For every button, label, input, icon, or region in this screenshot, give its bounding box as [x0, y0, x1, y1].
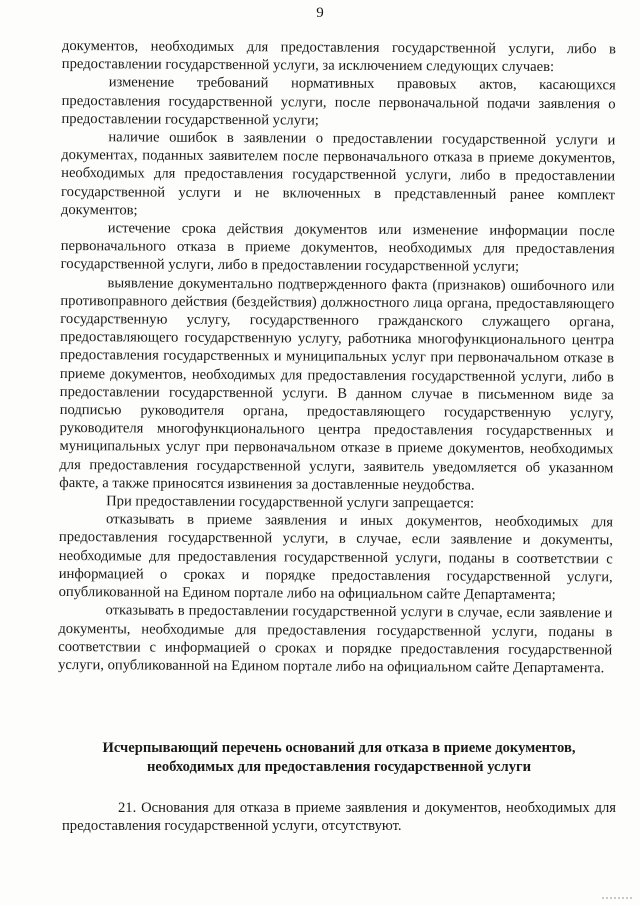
- paragraph-change-requirements: изменение требований нормативных правовых актов, касающихся предоставления государственной услуги, после первоначальной подачи заявления о предоставлении государственной услуги;: [61, 74, 616, 129]
- section-heading: Исчерпывающий перечень оснований для отказа в приеме документов, необходимых для предоставления государственной услуги: [102, 740, 576, 775]
- clause-21: 21. Основания для отказа в приеме заявления и документов, необходимых для предоставления государственной услуги, отсутствуют.: [62, 800, 616, 835]
- paragraph-errors: наличие ошибок в заявлении о предоставлении государственной услуги и документах, поданных заявителем после первоначального отказа в приеме документов, необходимых для предоставления государственной услуги, либо в предоставлении государственной услуги и не включенных в представленный ранее комплект документов;: [60, 129, 616, 219]
- paragraph-intro: документов, необходимых для предоставления государственной услуги, либо в предоставлении государственной услуги, за исключением следующих случаев:: [61, 37, 616, 76]
- body-text: [58, 37, 616, 677]
- paragraph-expiry: истечение срока действия документов или изменение информации после первоначального отказа в приеме документов, необходимых для предоставления государственной услуги, либо в предоставлении государственной услуги;: [60, 220, 615, 276]
- scan-artifact: [602, 894, 632, 899]
- paragraph-refuse-acceptance: отказывать в приеме заявления и иных документов, необходимых для предоставления государственной услуги, в случае, если заявление и документы, необходимые для предоставления государственной услуги, поданы в соответствии с информацией о сроках и порядке предоставления государственной услуги, опубликованной на Едином портале либо на официальном сайте Департамента;: [58, 511, 614, 604]
- paragraph-refuse-provision: отказывать в предоставлении государственной услуги в случае, если заявление и документы, необходимые для предоставления государственной услуги, поданы в соответствии с информацией о сроках и порядке предоставления государственной услуги, опубликованной на Едином портале либо на официальном сайте Департамента.: [58, 602, 613, 677]
- paragraph-prohibited: При предоставлении государственной услуги запрещается:: [106, 493, 475, 512]
- page-number: 9: [316, 5, 324, 21]
- paragraph-erroneous-action: выявление документально подтвержденного факта (признаков) ошибочного или противоправного действия (бездействия) должностного лица органа, предоставляющего государственную услугу, государственного гражданского служащего органа, предоставляющего государственную услугу, работника многофункционального центра предоставления государственных и муниципальных услуг при первоначальном отказе в приеме документов, необходимых для предоставления государственной услуги, либо в предоставлении государственной услуги. В данном случае в письменном виде за подписью руководителя органа, предоставляющего государственную услугу, руководителя многофункционального центра предоставления государственных и муниципальных услуг при первоначальном отказе в приеме документов, необходимых для предоставления государственной услуги, заявитель уведомляется об указанном факте, а также приносятся извинения за доставленные неудобства.: [59, 274, 615, 494]
